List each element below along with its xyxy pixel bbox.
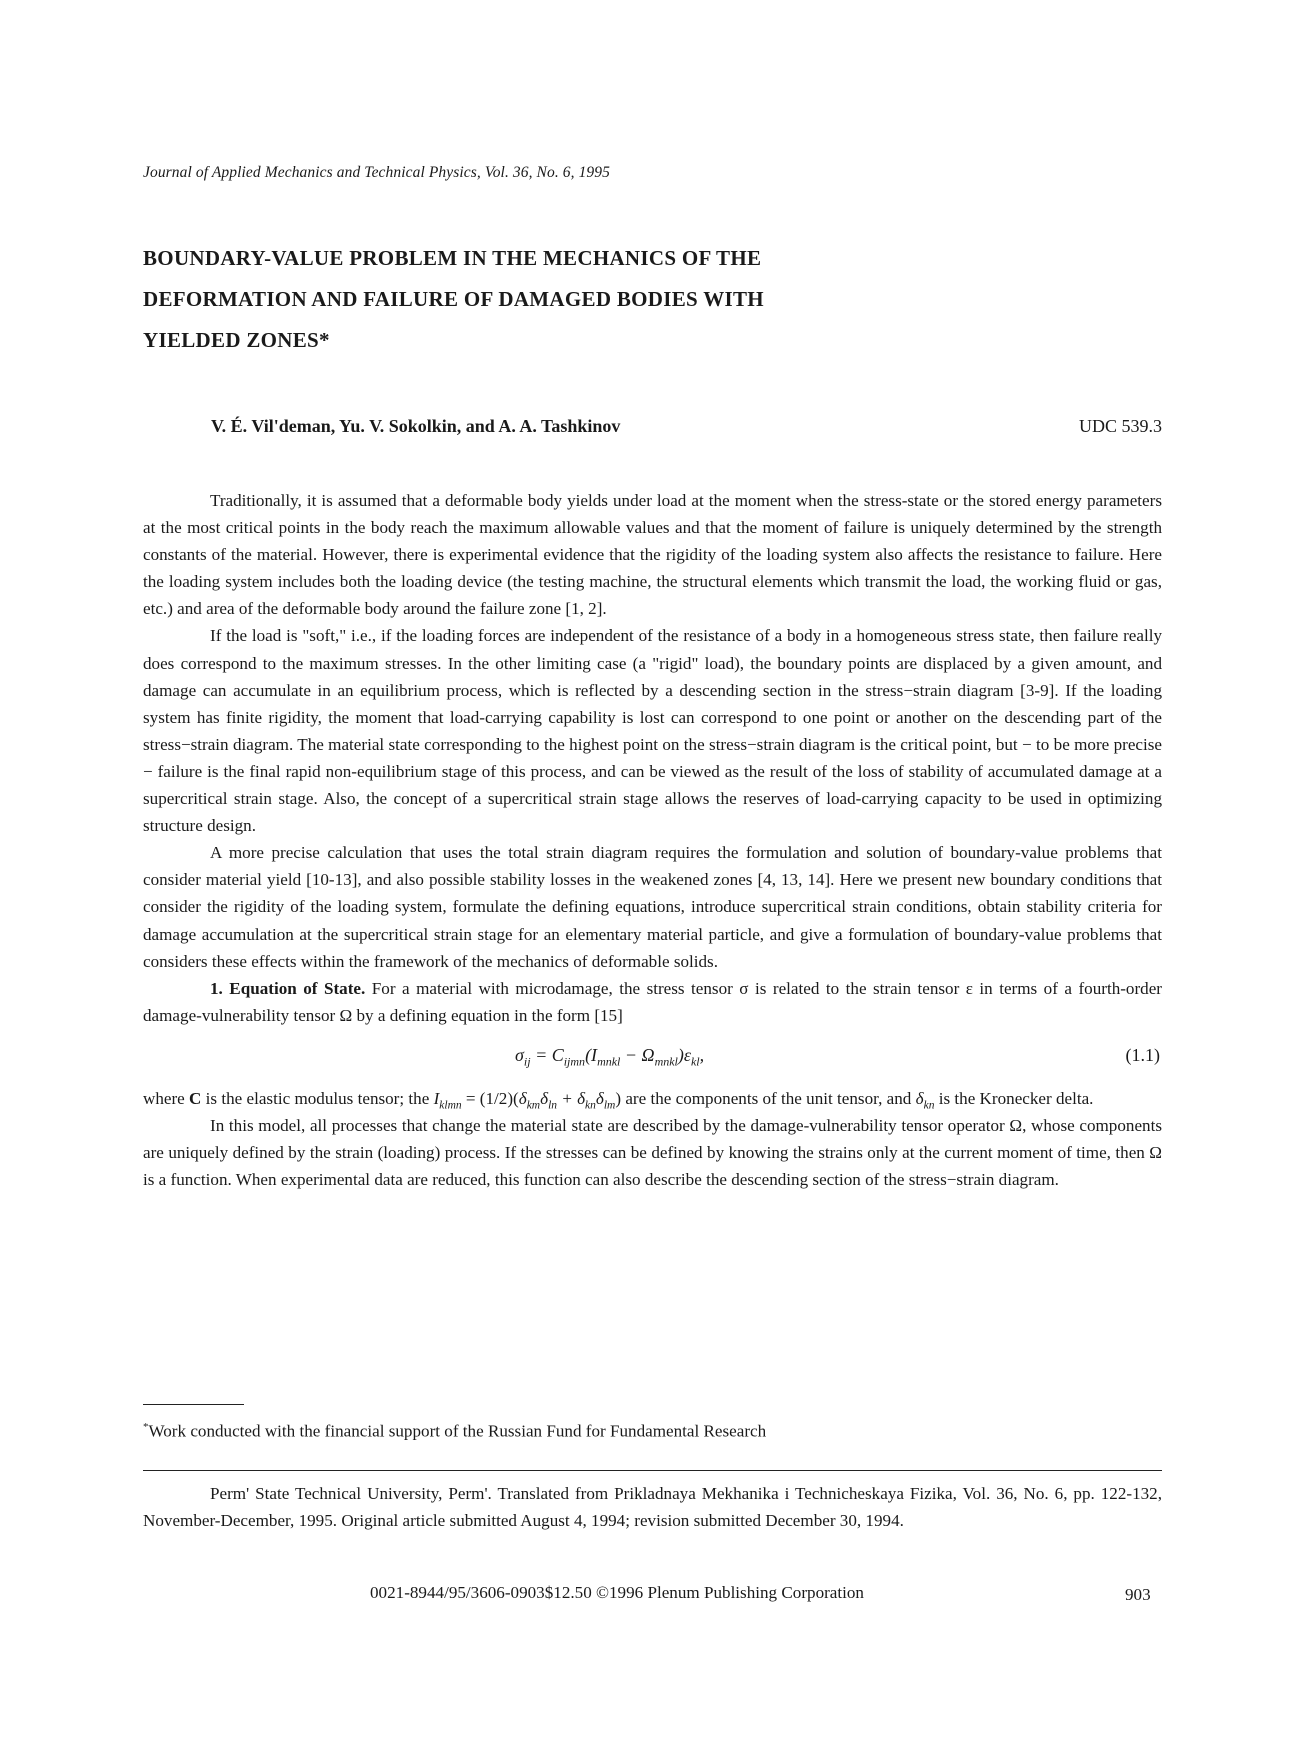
title-line: BOUNDARY-VALUE PROBLEM IN THE MECHANICS OF THE — [143, 246, 762, 270]
paragraph: A more precise calculation that uses the total strain diagram requires the formulation and solution of boundary-value problems that consider material yield [10-13], and also possible stability losses in the weakened zones [4, 13, 14]. Here we present new boundary conditions that consider the rigidity of the loading system, formulate the defining equations, introduce supercritical strain conditions, obtain stability criteria for damage accumulation at the supercritical strain stage for an elementary material particle, and give a formulation of boundary-value problems that considers these effects within the framework of the mechanics of deformable solids. — [143, 843, 1162, 971]
affiliation-divider — [143, 1470, 1162, 1471]
journal-header: Journal of Applied Mechanics and Technical Physics, Vol. 36, No. 6, 1995 — [143, 164, 610, 181]
title-line: DEFORMATION AND FAILURE OF DAMAGED BODIES WITH — [143, 287, 764, 311]
equation-block — [143, 1029, 1162, 1085]
equation-number: (1.1) — [1125, 1044, 1160, 1065]
equation: $\sigma_{ij} = C_{ijmn}(I_{mnkl} - \Omega_{mnkl})\varepsilon_{kl}$, — [515, 1044, 705, 1069]
article-body — [143, 487, 1162, 1193]
title-line: YIELDED ZONES* — [143, 328, 330, 352]
footnote: *Work conducted with the financial support of the Russian Fund for Fundamental Research — [143, 1421, 767, 1441]
authors: V. É. Vil'deman, Yu. V. Sokolkin, and A. A. Tashkinov — [211, 416, 621, 436]
paragraph — [143, 975, 1162, 1029]
udc-code: UDC 539.3 — [1078, 416, 1162, 436]
paragraph: In this model, all processes that change the material state are described by the damage-vulnerability tensor operator Ω, whose components are uniquely defined by the strain (loading) process. If the stresses can be defined by knowing the strains only at the current moment of time, then Ω is a function. When experimental data are reduced, this function can also describe the descending section of the stress−strain diagram. — [143, 1115, 1162, 1190]
paragraph: If the load is "soft," i.e., if the loading forces are independent of the resistance of a body in a homogeneous stress state, then failure really does correspond to the maximum stresses. In the other limiting case (a "rigid" load), the boundary points are displaced by a given amount, and damage can accumulate in an equilibrium process, which is reflected by a descending section in the stress−strain diagram [3-9]. If the loading system has finite rigidity, the moment that load-carrying capability is lost can correspond to one point or another on the descending part of the stress−strain diagram. The material state corresponding to the highest point on the stress−strain diagram is the critical point, but − to be more precise − failure is the final rapid non-equilibrium stage of this process, and can be viewed as the result of the loss of stability of accumulated damage at a supercritical strain stage. Also, the concept of a supercritical strain stage allows the reserves of load-carrying capacity to be used in optimizing structure design. — [143, 626, 1162, 836]
paragraph: where C is the elastic modulus tensor; the $I_{klmn} = (1/2)(\delta_{km}\delta_{ln} + \delta_{kn}\delta_{lm})$ are the components of the unit tensor, and $\delta_{kn}$ is the Kronecker delta. — [143, 1088, 1094, 1112]
affiliation-note: Perm' State Technical University, Perm'. Translated from Prikladnaya Mekhanika i Technicheskaya Fizika, Vol. 36, No. 6, pp. 122-132, November-December, 1995. Original article submitted August 4, 1994; revision submitted December 30, 1994. — [143, 1484, 1162, 1531]
page-number: 903 — [1125, 1585, 1151, 1604]
footnote-divider — [143, 1404, 244, 1405]
article-title — [143, 238, 863, 361]
section-heading: 1. Equation of State. — [210, 978, 366, 998]
publication-code: 0021-8944/95/3606-0903$12.50 ©1996 Plenum Publishing Corporation — [370, 1583, 864, 1602]
paragraph: Traditionally, it is assumed that a deformable body yields under load at the moment when the stress-state or the stored energy parameters at the most critical points in the body reach the maximum allowable values and that the moment of failure is uniquely determined by the strength constants of the material. However, there is experimental evidence that the rigidity of the loading system also affects the resistance to failure. Here the loading system includes both the loading device (the testing machine, the structural elements which transmit the load, the working fluid or gas, etc.) and area of the deformable body around the failure zone [1, 2]. — [143, 491, 1162, 619]
paragraph-text: For a material with microdamage, the stress tensor σ is related to the strain tensor ε in terms of a fourth-order damage-vulnerability tensor Ω by a defining equation in the form [15] — [143, 978, 1162, 1025]
